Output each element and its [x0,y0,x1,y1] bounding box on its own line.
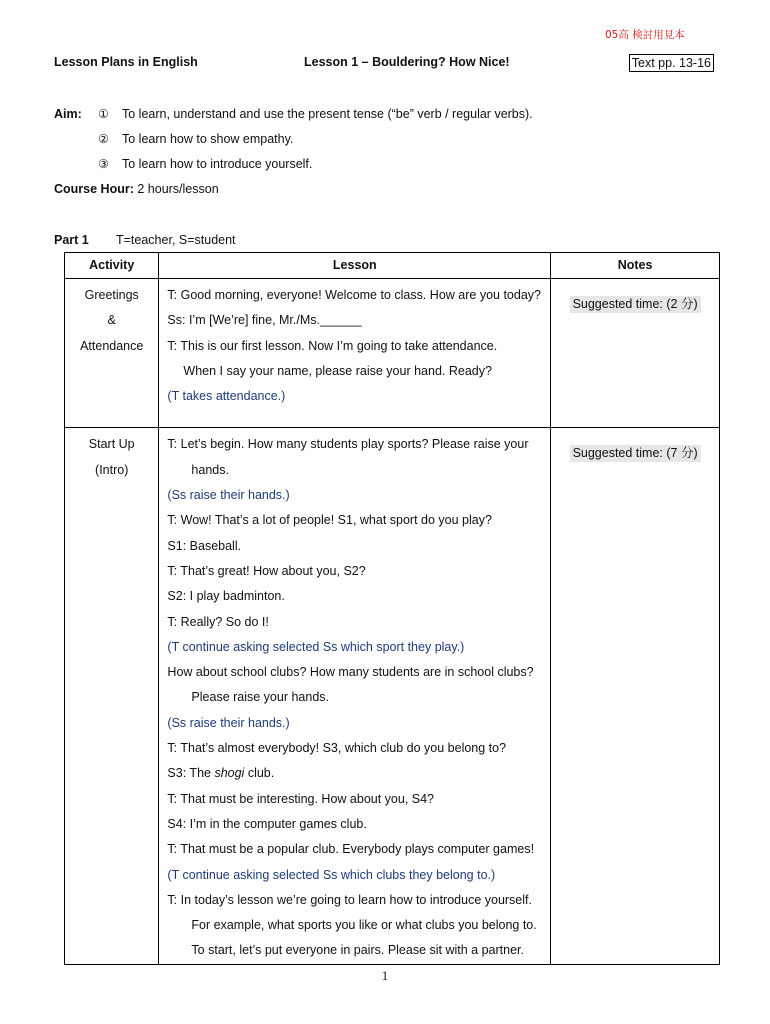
aim-text: To learn how to show empathy. [122,132,294,146]
dialogue-line: T: Good morning, everyone! Welcome to class. How are you today? [167,288,541,302]
part-label: Part 1 [54,233,89,247]
dialogue-line: S1: Baseball. [167,538,242,553]
dialogue-line: How about school clubs? How many students are in school clubs? [167,665,534,680]
aim-number: ① [98,107,109,121]
suggested-time-note: Suggested time: (2 分) [570,296,701,313]
aim-text: To learn how to introduce yourself. [122,157,313,171]
document-header [54,55,714,73]
dialogue-line: T: That’s almost everybody! S3, which club do you belong to? [167,741,507,756]
activity-cell [65,279,159,428]
activity-line: Start Up [88,437,135,452]
dialogue-line: T: In today’s lesson we’re going to learn how to introduce yourself. [167,892,532,907]
aim-label: Aim: [54,107,82,121]
aim-text: To learn, understand and use the present tense (“be” verb / regular verbs). [122,107,533,121]
stage-direction: (T takes attendance.) [167,389,286,404]
dialogue-line: When I say your name, please raise your hand. Ready? [183,363,492,378]
review-sample-stamp: 05高 検討用見本 [605,29,685,41]
aim-item [54,131,734,156]
activity-line: (Intro) [95,462,129,477]
dialogue-line: T: That’s great! How about you, S2? [167,563,366,578]
suggested-time-note: Suggested time: (7 分) [570,445,701,462]
course-hour-value: 2 hours/lesson [137,182,219,196]
dialogue-line: T: Really? So do I! [167,614,269,629]
dialogue-line: Please raise your hands. [191,690,330,705]
dialogue-line: S2: I play badminton. [167,589,285,604]
notes-cell [551,279,720,428]
notes-cell [551,428,720,964]
dialogue-line: Ss: I’m [We’re] fine, Mr./Ms.______ [167,313,362,328]
dialogue-line: To start, let’s put everyone in pairs. Please sit with a partner. [191,943,524,958]
header-lesson-title: Lesson 1 – Bouldering? How Nice! [304,55,510,69]
activity-cell [65,428,159,964]
aim-item [54,156,734,181]
lesson-cell [159,279,551,428]
lesson-cell [159,428,551,964]
column-header-lesson: Lesson [159,253,551,279]
dialogue-line: hands. [191,462,229,477]
course-hour [54,182,219,196]
dialogue-line: T: Wow! That’s a lot of people! S1, what sport do you play? [167,513,492,528]
column-header-activity: Activity [65,253,159,279]
part-heading [54,233,236,247]
page-number: 1 [381,968,389,983]
table-row [65,279,720,428]
stage-direction: (T continue asking selected Ss which sport they play.) [167,639,465,654]
course-hour-label: Course Hour: [54,182,134,196]
dialogue-line: For example, what sports you like or what clubs you belong to. [191,918,537,933]
table-row [65,428,720,964]
dialogue-line: S3: The shogi club. [167,766,275,781]
column-header-notes: Notes [551,253,720,279]
stage-direction: (Ss raise their hands.) [167,715,290,730]
header-text-pages: Text pp. 13-16 [629,54,714,72]
dialogue-line: T: That must be a popular club. Everybody plays computer games! [167,842,535,857]
dialogue-line: T: Let’s begin. How many students play sports? Please raise your [167,437,529,452]
activity-line: Greetings [84,288,139,302]
dialogue-line: S4: I’m in the computer games club. [167,816,367,831]
activity-line: Attendance [80,338,144,353]
lesson-plan-table [64,252,720,965]
aim-number: ② [98,132,109,146]
activity-line: & [107,313,116,328]
stage-direction: (T continue asking selected Ss which clubs they belong to.) [167,867,496,882]
stage-direction: (Ss raise their hands.) [167,488,290,503]
dialogue-line: T: This is our first lesson. Now I’m going to take attendance. [167,338,498,353]
table-header-row [65,253,720,279]
aim-number: ③ [98,157,109,171]
header-title: Lesson Plans in English [54,55,198,69]
part-legend: T=teacher, S=student [116,233,236,247]
dialogue-line: T: That must be interesting. How about you, S4? [167,791,435,806]
aim-section [54,106,734,181]
aim-item [54,106,734,131]
